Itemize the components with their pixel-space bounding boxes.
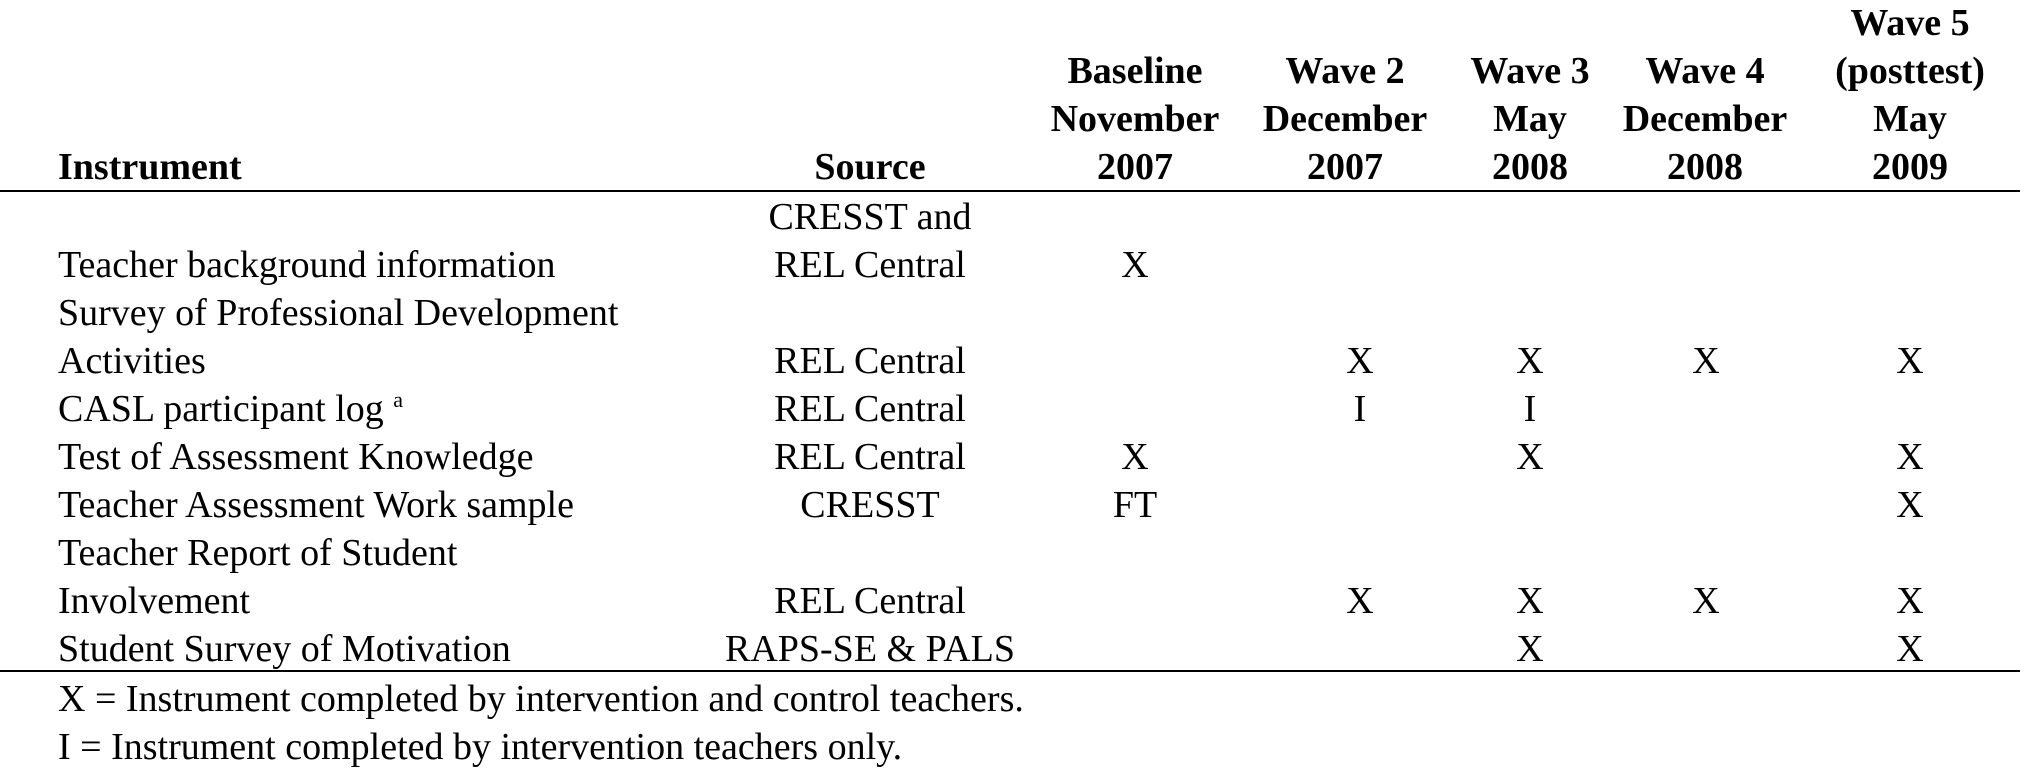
wave5-mark: X xyxy=(1896,628,1924,670)
table-note: I = Instrument completed by intervention teachers only. xyxy=(58,726,903,768)
wave2-mark: I xyxy=(1353,388,1367,430)
header-instrument: Instrument xyxy=(58,146,242,188)
source-line: CRESST xyxy=(800,484,940,526)
source-line: RAPS-SE & PALS xyxy=(724,628,1016,670)
instrument-name: Involvement xyxy=(58,580,251,622)
source-line: CRESST and xyxy=(768,196,972,238)
header-wave5: Wave 5 (posttest) May 2009 xyxy=(1835,2,1985,188)
wave2-mark: X xyxy=(1346,580,1374,622)
header-wave2: Wave 2 December 2007 xyxy=(1262,50,1428,188)
header-wave4: Wave 4 December 2008 xyxy=(1622,50,1788,188)
source-line: REL Central xyxy=(774,388,966,430)
bottom-rule xyxy=(0,670,2020,672)
source-line: REL Central xyxy=(774,436,966,478)
source-line: REL Central xyxy=(774,244,966,286)
wave5-mark: X xyxy=(1896,580,1924,622)
footnote-marker: a xyxy=(393,387,404,412)
header-baseline: Baseline November 2007 xyxy=(1050,50,1220,188)
instrument-name: Survey of Professional Development xyxy=(58,292,619,334)
wave5-mark: X xyxy=(1896,484,1924,526)
instrument-name: Teacher background information xyxy=(58,244,556,286)
wave5-mark: X xyxy=(1896,436,1924,478)
table-note: X = Instrument completed by intervention and control teachers. xyxy=(58,678,1024,720)
baseline-mark: FT xyxy=(1112,484,1158,526)
source-line: REL Central xyxy=(774,580,966,622)
wave3-mark: X xyxy=(1516,580,1544,622)
instrument-name: Activities xyxy=(58,340,206,382)
header-wave3: Wave 3 May 2008 xyxy=(1470,50,1590,188)
wave2-mark: X xyxy=(1346,340,1374,382)
baseline-mark: X xyxy=(1121,436,1149,478)
instrument-name: Student Survey of Motivation xyxy=(58,628,511,670)
wave3-mark: X xyxy=(1516,436,1544,478)
instrument-name: Teacher Report of Student xyxy=(58,532,458,574)
wave4-mark: X xyxy=(1692,340,1720,382)
instrument-name: Teacher Assessment Work sample xyxy=(58,484,574,526)
wave3-mark: X xyxy=(1516,628,1544,670)
baseline-mark: X xyxy=(1121,244,1149,286)
instrument-name: Test of Assessment Knowledge xyxy=(58,436,534,478)
header-source: Source xyxy=(814,146,926,188)
wave5-mark: X xyxy=(1896,340,1924,382)
source-line: REL Central xyxy=(774,340,966,382)
header-rule xyxy=(0,190,2020,192)
wave3-mark: I xyxy=(1523,388,1537,430)
wave4-mark: X xyxy=(1692,580,1720,622)
instrument-name xyxy=(58,385,403,433)
instrument-name-text: CASL participant log xyxy=(58,388,384,430)
wave3-mark: X xyxy=(1516,340,1544,382)
